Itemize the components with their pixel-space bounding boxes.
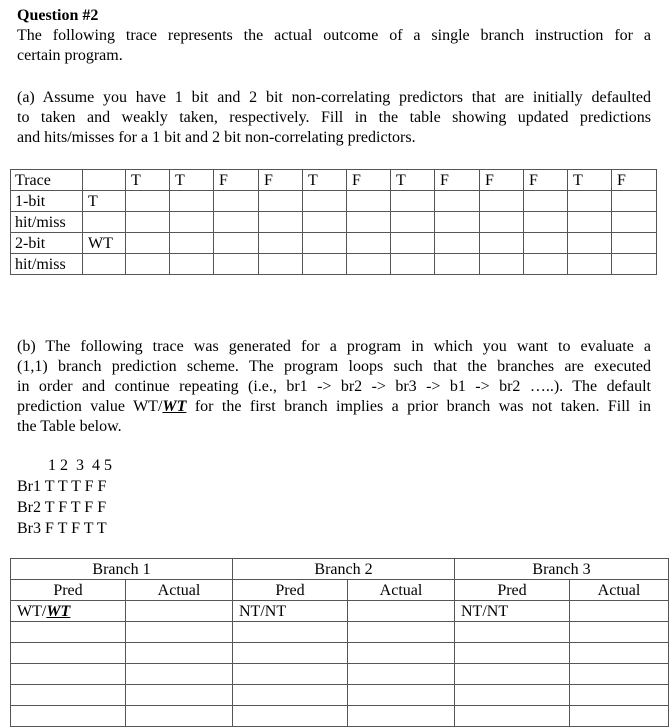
- trace-cell: T: [303, 170, 347, 191]
- answer-cell[interactable]: [347, 212, 391, 233]
- answer-cell[interactable]: [11, 685, 126, 706]
- intro-paragraph: [17, 26, 651, 66]
- answer-cell[interactable]: [126, 622, 233, 643]
- answer-cell[interactable]: [524, 254, 568, 275]
- trace-cell: F: [612, 170, 657, 191]
- answer-cell[interactable]: [570, 664, 669, 685]
- table-row: [11, 622, 669, 643]
- part-a-paragraph: [17, 88, 651, 148]
- initial-row: [11, 601, 669, 622]
- answer-cell[interactable]: [303, 191, 347, 212]
- answer-cell[interactable]: [170, 191, 214, 212]
- branch-header-row: [11, 559, 669, 580]
- branch-prediction-table: [10, 558, 669, 727]
- part-b-line4-pre: prediction value WT/: [17, 398, 163, 415]
- branch-header: Branch 3: [455, 559, 669, 580]
- trace-label: Trace: [11, 170, 83, 191]
- answer-cell[interactable]: [391, 254, 435, 275]
- answer-cell[interactable]: [480, 233, 524, 254]
- initial-value: WT: [83, 233, 126, 254]
- answer-cell[interactable]: [391, 233, 435, 254]
- answer-cell[interactable]: [233, 685, 348, 706]
- row-label: hit/miss: [11, 254, 83, 275]
- answer-cell[interactable]: [348, 601, 455, 622]
- answer-cell[interactable]: [126, 233, 170, 254]
- answer-cell[interactable]: [126, 601, 233, 622]
- answer-cell[interactable]: [126, 191, 170, 212]
- answer-cell[interactable]: [455, 622, 570, 643]
- answer-cell[interactable]: [455, 664, 570, 685]
- answer-cell[interactable]: [233, 643, 348, 664]
- answer-cell[interactable]: [83, 254, 126, 275]
- trace-cell: F: [347, 170, 391, 191]
- one-bit-hit-row: [11, 212, 657, 233]
- intro-line: The following trace represents the actual outcome of a single branch instruction for a: [17, 27, 651, 44]
- two-bit-hit-row: [11, 254, 657, 275]
- answer-cell[interactable]: [259, 254, 303, 275]
- answer-cell[interactable]: [303, 212, 347, 233]
- trace-cell: F: [259, 170, 303, 191]
- trace-row: [11, 170, 657, 191]
- answer-cell[interactable]: [480, 254, 524, 275]
- answer-cell[interactable]: [233, 706, 348, 727]
- answer-cell[interactable]: [524, 212, 568, 233]
- answer-cell[interactable]: [126, 643, 233, 664]
- trace-cell: F: [214, 170, 259, 191]
- answer-cell[interactable]: [259, 212, 303, 233]
- answer-cell[interactable]: [126, 254, 170, 275]
- answer-cell[interactable]: [570, 643, 669, 664]
- answer-cell[interactable]: [214, 191, 259, 212]
- answer-cell[interactable]: [612, 254, 657, 275]
- row-label: 2-bit: [11, 233, 83, 254]
- answer-cell[interactable]: [391, 212, 435, 233]
- answer-cell[interactable]: [214, 254, 259, 275]
- part-b-line: the Table below.: [17, 418, 122, 435]
- pred-header: Pred: [455, 580, 570, 601]
- part-b-line4-post: for the first branch implies a prior branch was not taken. Fill in: [186, 398, 651, 415]
- trace-cell: T: [126, 170, 170, 191]
- answer-cell[interactable]: [455, 643, 570, 664]
- trace-line: Br1 T T T F F: [17, 478, 107, 495]
- table-row: [11, 706, 669, 727]
- trace-line: Br3 F T F T T: [17, 520, 107, 537]
- trace-cell: F: [435, 170, 480, 191]
- part-b-paragraph: [17, 337, 651, 437]
- answer-cell[interactable]: [348, 685, 455, 706]
- part-b-line: (b) The following trace was generated for a program in which you want to evaluate a: [17, 338, 651, 355]
- answer-cell[interactable]: [214, 233, 259, 254]
- answer-cell[interactable]: [126, 212, 170, 233]
- answer-cell[interactable]: [435, 233, 480, 254]
- two-bit-row: [11, 233, 657, 254]
- answer-cell[interactable]: [455, 706, 570, 727]
- answer-cell[interactable]: [568, 233, 612, 254]
- initial-value: T: [83, 191, 126, 212]
- answer-cell[interactable]: [348, 664, 455, 685]
- table-row: [11, 685, 669, 706]
- initial-pre: WT/: [17, 602, 47, 620]
- trace-header: 1 2 3 4 5: [48, 457, 112, 474]
- answer-cell[interactable]: [612, 191, 657, 212]
- branch-trace: [17, 455, 112, 539]
- part-a-line: to taken and weakly taken, respectively. Fill in the table showing updated predictions: [17, 109, 651, 126]
- trace-cell: T: [391, 170, 435, 191]
- answer-cell[interactable]: [214, 212, 259, 233]
- answer-cell[interactable]: [524, 233, 568, 254]
- answer-cell[interactable]: [524, 191, 568, 212]
- trace-cell: T: [170, 170, 214, 191]
- answer-cell[interactable]: [303, 254, 347, 275]
- answer-cell[interactable]: [347, 191, 391, 212]
- answer-cell[interactable]: [348, 643, 455, 664]
- initial-pred-b2: NT/NT: [233, 601, 348, 622]
- trace-line: Br2 T F T F F: [17, 499, 107, 516]
- answer-cell[interactable]: [11, 622, 126, 643]
- actual-header: Actual: [570, 580, 669, 601]
- wt-emphasis: WT: [162, 398, 187, 415]
- answer-cell[interactable]: [259, 233, 303, 254]
- answer-cell[interactable]: [455, 685, 570, 706]
- answer-cell[interactable]: [391, 191, 435, 212]
- answer-cell[interactable]: [126, 685, 233, 706]
- table-cell[interactable]: [83, 170, 126, 191]
- answer-cell[interactable]: [126, 706, 233, 727]
- subheader-row: [11, 580, 669, 601]
- row-label: hit/miss: [11, 212, 83, 233]
- answer-cell[interactable]: [347, 233, 391, 254]
- answer-cell[interactable]: [83, 212, 126, 233]
- answer-cell[interactable]: [11, 643, 126, 664]
- wt-emphasis: WT: [46, 602, 71, 620]
- answer-cell[interactable]: [570, 685, 669, 706]
- answer-cell[interactable]: [568, 212, 612, 233]
- actual-header: Actual: [126, 580, 233, 601]
- part-a-line: (a) Assume you have 1 bit and 2 bit non-correlating predictors that are initially defaulted: [17, 89, 651, 106]
- intro-line: certain program.: [17, 47, 123, 64]
- table-row: [11, 664, 669, 685]
- answer-cell[interactable]: [11, 706, 126, 727]
- answer-cell[interactable]: [348, 706, 455, 727]
- answer-cell[interactable]: [570, 706, 669, 727]
- answer-cell[interactable]: [170, 254, 214, 275]
- trace-cell: F: [524, 170, 568, 191]
- actual-header: Actual: [348, 580, 455, 601]
- answer-cell[interactable]: [435, 254, 480, 275]
- answer-cell[interactable]: [233, 622, 348, 643]
- answer-cell[interactable]: [480, 212, 524, 233]
- answer-cell[interactable]: [435, 212, 480, 233]
- part-a-line: and hits/misses for a 1 bit and 2 bit non-correlating predictors.: [17, 129, 416, 146]
- answer-cell[interactable]: [480, 191, 524, 212]
- answer-cell[interactable]: [348, 622, 455, 643]
- branch-header: Branch 2: [233, 559, 455, 580]
- part-b-line: (1,1) branch prediction scheme. The program loops such that the branches are executed: [17, 358, 651, 375]
- answer-cell[interactable]: [170, 212, 214, 233]
- predictor-table: [10, 169, 657, 275]
- answer-cell[interactable]: [170, 233, 214, 254]
- answer-cell[interactable]: [126, 664, 233, 685]
- trace-cell: F: [480, 170, 524, 191]
- trace-cell: T: [568, 170, 612, 191]
- answer-cell[interactable]: [303, 233, 347, 254]
- answer-cell[interactable]: [259, 191, 303, 212]
- answer-cell[interactable]: [570, 601, 669, 622]
- answer-cell[interactable]: [11, 664, 126, 685]
- row-label: 1-bit: [11, 191, 83, 212]
- question-title: Question #2: [17, 7, 99, 24]
- answer-cell[interactable]: [612, 233, 657, 254]
- answer-cell[interactable]: [435, 191, 480, 212]
- answer-cell[interactable]: [347, 254, 391, 275]
- pred-header: Pred: [233, 580, 348, 601]
- answer-cell[interactable]: [612, 212, 657, 233]
- answer-cell[interactable]: [568, 191, 612, 212]
- answer-cell[interactable]: [570, 622, 669, 643]
- part-b-line: [17, 397, 651, 417]
- part-b-line: in order and continue repeating (i.e., br1 -> br2 -> br3 -> b1 -> br2 …..). The default: [17, 378, 651, 395]
- answer-cell[interactable]: [568, 254, 612, 275]
- answer-cell[interactable]: [233, 664, 348, 685]
- initial-pred-b1: [11, 601, 126, 622]
- table-row: [11, 643, 669, 664]
- pred-header: Pred: [11, 580, 126, 601]
- branch-header: Branch 1: [11, 559, 233, 580]
- initial-pred-b3: NT/NT: [455, 601, 570, 622]
- one-bit-row: [11, 191, 657, 212]
